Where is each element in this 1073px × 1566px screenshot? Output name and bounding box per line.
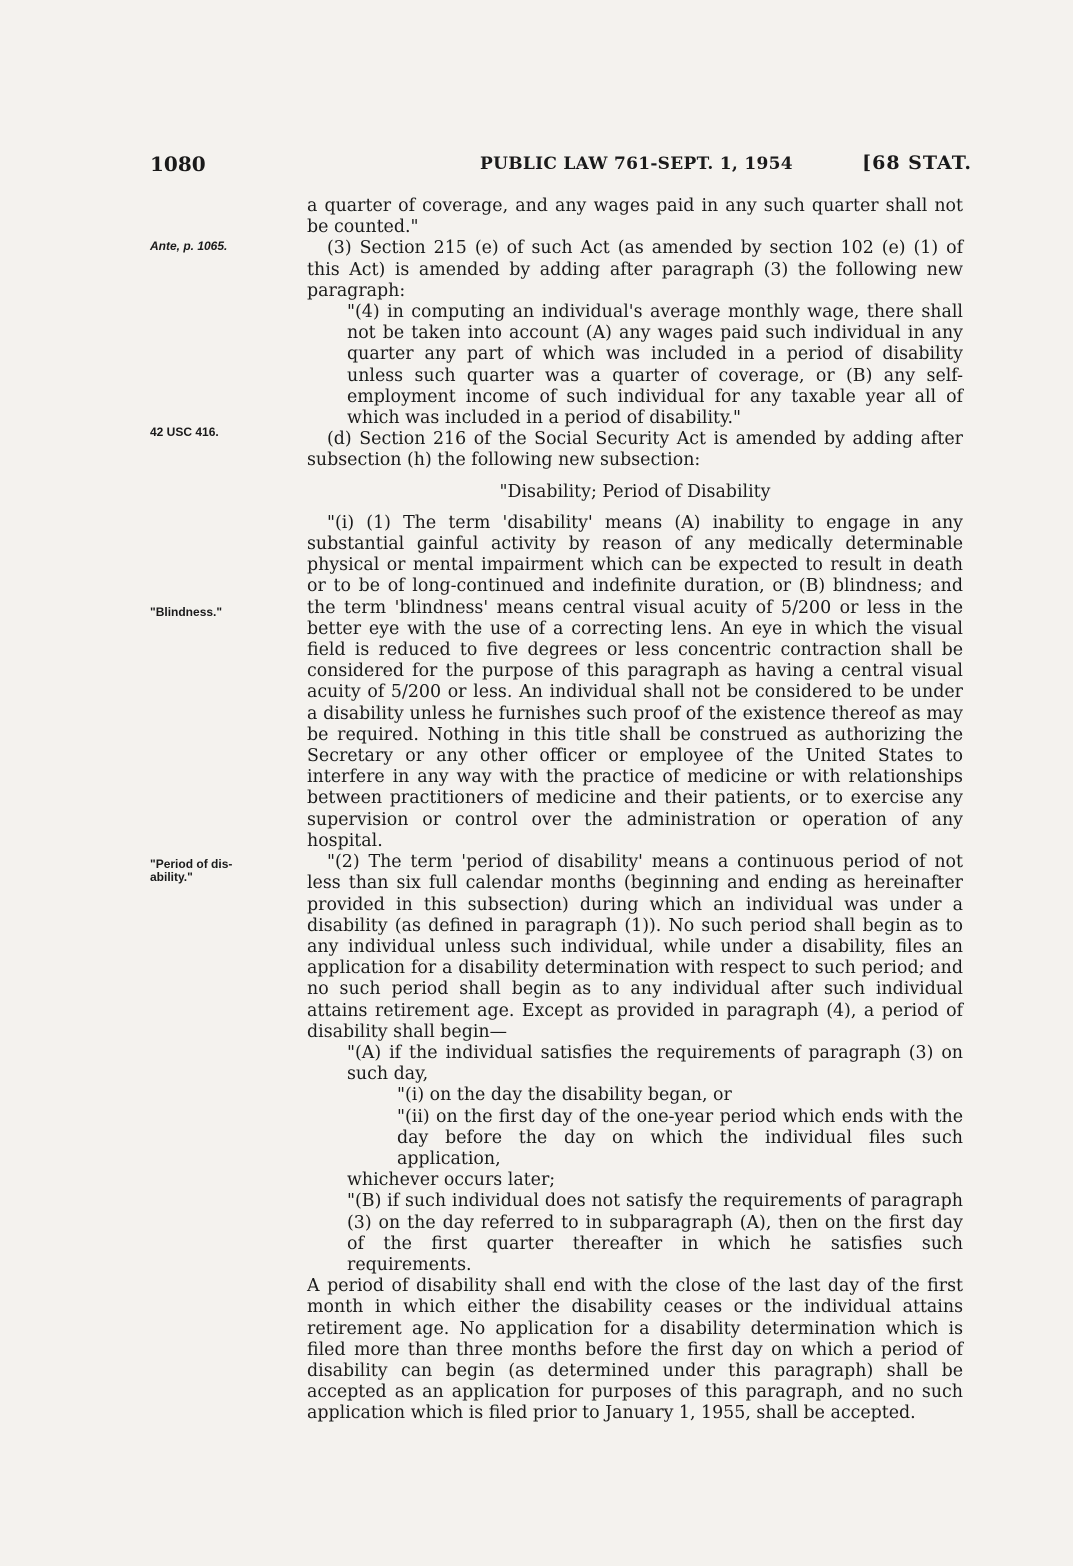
running-head: PUBLIC LAW 761-SEPT. 1, 1954 — [480, 154, 793, 174]
clause: "(ii) on the first day of the one-year period which ends with the day before the day on which the individual files such application, — [397, 1106, 963, 1169]
margin-note-blindness: "Blindness." — [150, 605, 223, 619]
page-header — [150, 152, 972, 182]
body-text — [307, 196, 963, 1425]
margin-note-ante: Ante, p. 1065. — [150, 239, 228, 253]
paragraph: (d) Section 216 of the Social Security Act is amended by adding after subsection (h) the following new subsection: — [307, 429, 963, 471]
subparagraph: "(B) if such individual does not satisfy the requirements of paragraph (3) on the day referred to in subparagraph (A), then on the first day of the first quarter thereafter in which he satisfies such requirements. — [347, 1191, 963, 1275]
paragraph: whichever occurs later; — [347, 1170, 556, 1191]
quoted-paragraph: "(4) in computing an individual's average monthly wage, there shall not be taken into account (A) any wages paid such individual in any quarter any part of which was included in a period of disability unless such quarter was a quarter of coverage, or (B) any self-employment income of such individual for any taxable year all of which was included in a period of disability." — [347, 302, 963, 429]
subparagraph: "(A) if the individual satisfies the requirements of paragraph (3) on such day, — [347, 1042, 963, 1085]
clause: "(i) on the day the disability began, or — [397, 1085, 732, 1106]
paragraph: "(2) The term 'period of disability' means a continuous period of not less than six full calendar months (beginning and ending as hereinafter provided in this subsection) during which an individual was under a disability (as defined in paragraph (1)). No such period shall begin as to any individual unless such individual, while under a disability, files an application for a disability determination with respect to such period; and no such period shall begin as to any individual after such individual attains retirement age. Except as provided in paragraph (4), a period of disability shall begin— — [307, 852, 963, 1042]
margin-note-usc: 42 USC 416. — [150, 425, 219, 439]
paragraph: a quarter of coverage, and any wages paid in any such quarter shall not be counted." — [307, 196, 963, 238]
section-heading: "Disability; Period of Disability — [499, 481, 771, 502]
paragraph: (3) Section 215 (e) of such Act (as amended by section 102 (e) (1) of this Act) is amended by adding after paragraph (3) the following new paragraph: — [307, 238, 963, 301]
paragraph: A period of disability shall end with the close of the last day of the first month in which either the disability ceases or the individual attains retirement age. No application for a disability determination which is filed more than three months before the first day on which a period of disability can begin (as determined under this paragraph) shall be accepted as an application for purposes of this paragraph, and no such application which is filed prior to January 1, 1955, shall be accepted. — [307, 1276, 963, 1424]
statute-reference: [68 STAT. — [862, 152, 972, 174]
page-number: 1080 — [150, 152, 206, 176]
paragraph: "(i) (1) The term 'disability' means (A) inability to engage in any substantial gainful activity by reason of any medically determinable physical or mental impairment which can be expected to result in death or to be of long-continued and indefinite duration, or (B) blindness; and the term 'blindness' means central visual acuity of 5/200 or less in the better eye with the use of a correcting lens. An eye in which the visual field is reduced to five degrees or less concentric contraction shall be considered for the purpose of this paragraph as having a central visual acuity of 5/200 or less. An individual shall not be considered to be under a disability unless he furnishes such proof of the existence thereof as may be required. Nothing in this title shall be construed as authorizing the Secretary or any other officer or employee of the United States to interfere in any way with the practice of medicine or with relationships between practitioners of medicine and their patients, or to exercise any supervision or control over the administration or operation of any hospital. — [307, 512, 963, 851]
margin-note-period-of-disability: "Period of dis- ability." — [150, 857, 233, 884]
